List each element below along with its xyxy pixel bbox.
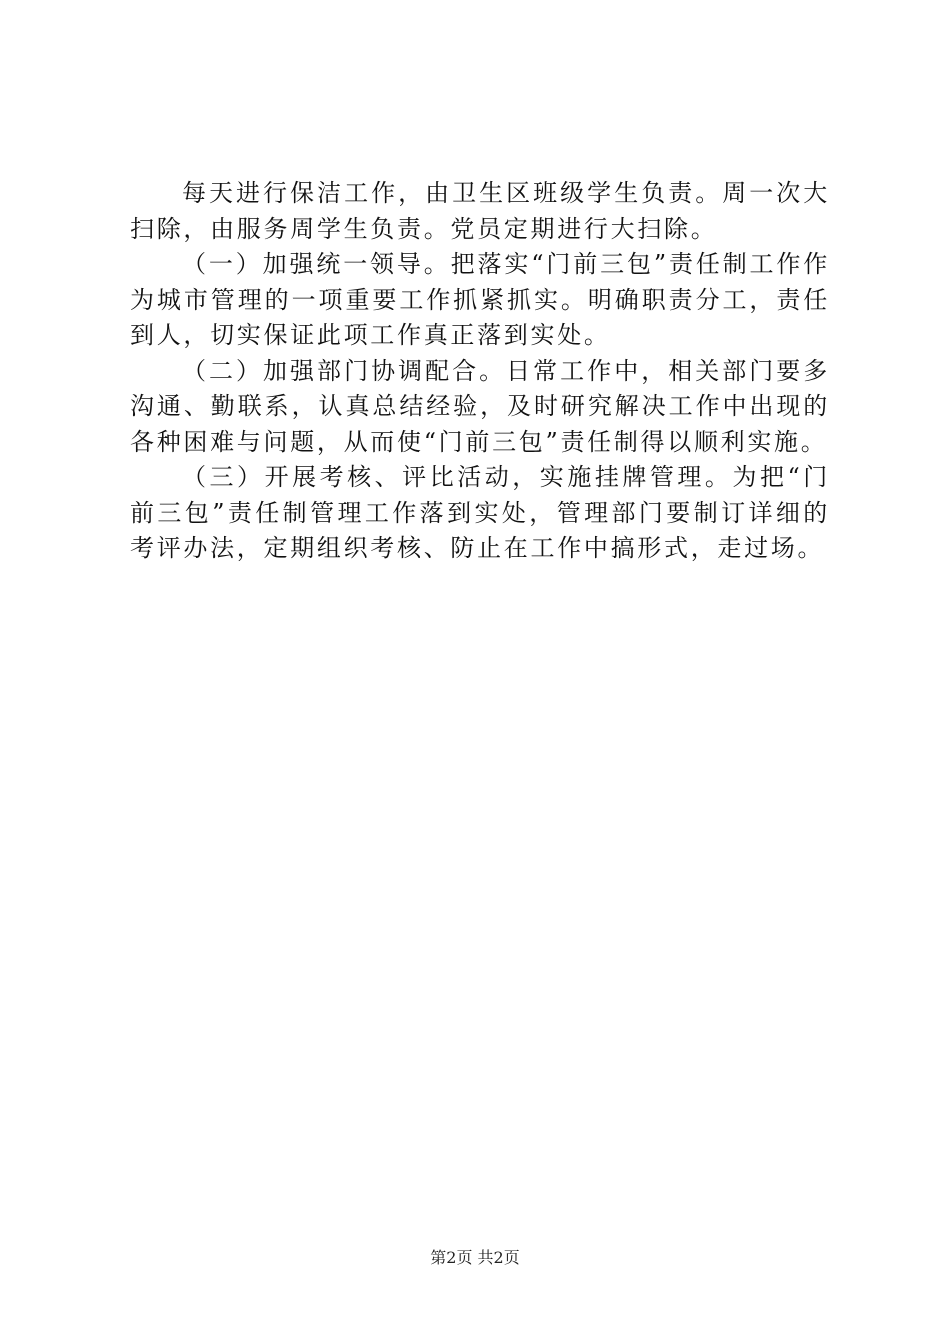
document-body <box>130 176 830 567</box>
page-number-footer: 第2页 共2页 <box>430 1248 520 1267</box>
paragraph-assessment-evaluation: （三）开展考核、评比活动，实施挂牌管理。为把“门前三包”责任制管理工作落到实处，管理部门要制订详细的考评办法，定期组织考核、防止在工作中搞形式，走过场。 <box>130 463 830 562</box>
paragraph-cleaning-duty: 每天进行保洁工作，由卫生区班级学生负责。周一次大扫除，由服务周学生负责。党员定期进行大扫除。 <box>130 179 830 243</box>
paragraph-department-coordination: （二）加强部门协调配合。日常工作中，相关部门要多沟通、勤联系，认真总结经验，及时研究解决工作中出现的各种困难与问题，从而使“门前三包”责任制得以顺利实施。 <box>130 356 830 456</box>
paragraph-unified-leadership: （一）加强统一领导。把落实“门前三包”责任制工作作为城市管理的一项重要工作抓紧抓实。明确职责分工，责任到人，切实保证此项工作真正落到实处。 <box>130 250 830 349</box>
